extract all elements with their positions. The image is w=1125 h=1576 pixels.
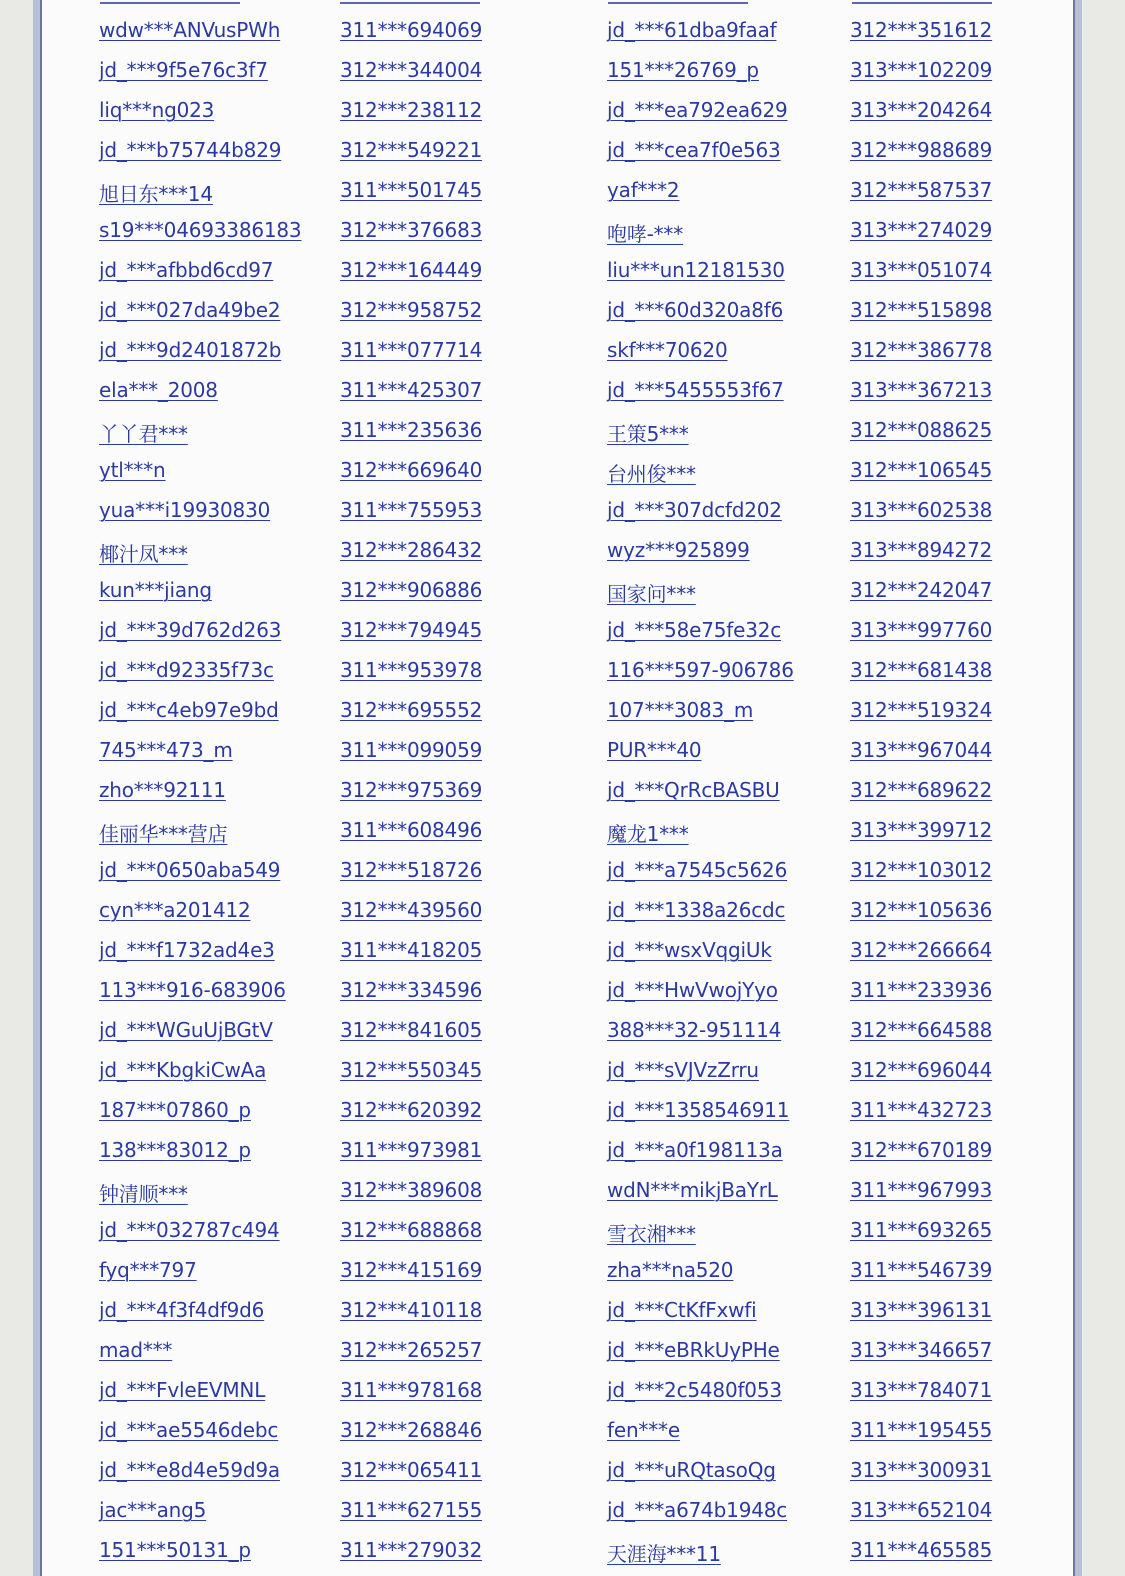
winner-id-link[interactable]: 312***242047 bbox=[850, 578, 993, 602]
winner-name-link[interactable]: jd_***a674b1948c bbox=[607, 1498, 788, 1522]
winner-name-link[interactable]: 138***83012_p bbox=[99, 1138, 251, 1162]
winner-id-link[interactable]: 312***265257 bbox=[340, 1338, 483, 1362]
list-row bbox=[0, 1492, 1125, 1532]
winner-list bbox=[0, 12, 1125, 1572]
winner-name-link[interactable]: yua***i19930830 bbox=[99, 498, 271, 522]
winner-name-link[interactable]: jd_***c4eb97e9bd bbox=[99, 698, 279, 722]
winner-name-link[interactable]: PUR***40 bbox=[607, 738, 702, 762]
winner-name-link[interactable]: fen***e bbox=[607, 1418, 680, 1442]
list-row bbox=[0, 132, 1125, 172]
winner-id-link[interactable]: 312***268846 bbox=[340, 1418, 483, 1442]
list-row bbox=[0, 692, 1125, 732]
winner-name-link[interactable]: jd_***d92335f73c bbox=[99, 658, 274, 682]
winner-id-link[interactable]: 312***386778 bbox=[850, 338, 993, 362]
winner-name-link[interactable]: jd_***eBRkUyPHe bbox=[607, 1338, 780, 1362]
winner-id-link[interactable]: 312***518726 bbox=[340, 858, 483, 882]
list-row bbox=[0, 212, 1125, 252]
winner-id-link[interactable]: 312***958752 bbox=[340, 298, 483, 322]
winner-name-link[interactable]: 雪衣湘*** bbox=[607, 1222, 696, 1246]
winner-id-link[interactable]: 312***266664 bbox=[850, 938, 993, 962]
winner-name-link[interactable]: 国家问*** bbox=[607, 582, 696, 606]
winner-name-link[interactable]: jd_***f1732ad4e3 bbox=[99, 938, 275, 962]
list-row bbox=[0, 92, 1125, 132]
winner-id-link[interactable]: 313***784071 bbox=[850, 1378, 993, 1402]
winner-name-link[interactable]: kun***jiang bbox=[99, 578, 212, 602]
winner-id-link[interactable]: 312***376683 bbox=[340, 218, 483, 242]
winner-id-link[interactable]: 311***235636 bbox=[340, 418, 483, 442]
winner-id-link[interactable]: 312***688868 bbox=[340, 1218, 483, 1242]
winner-name-link[interactable]: cyn***a201412 bbox=[99, 898, 251, 922]
winner-name-link[interactable]: 113***916-683906 bbox=[99, 978, 286, 1002]
winner-id-link[interactable]: 313***274029 bbox=[850, 218, 993, 242]
winner-id-link[interactable]: 312***415169 bbox=[340, 1258, 483, 1282]
winner-name-link[interactable]: jd_***WGuUjBGtV bbox=[99, 1018, 273, 1042]
winner-name-link[interactable]: liq***ng023 bbox=[99, 98, 215, 122]
winner-id-link[interactable]: 313***997760 bbox=[850, 618, 993, 642]
winner-id-link[interactable]: 312***088625 bbox=[850, 418, 993, 442]
winner-name-link[interactable]: jd_***ea792ea629 bbox=[607, 98, 788, 122]
winner-id-link[interactable]: 313***051074 bbox=[850, 258, 993, 282]
list-row bbox=[0, 732, 1125, 772]
list-row bbox=[0, 1172, 1125, 1212]
winner-id-link[interactable]: 313***652104 bbox=[850, 1498, 993, 1522]
list-row bbox=[0, 292, 1125, 332]
winner-id-link[interactable]: 312***669640 bbox=[340, 458, 483, 482]
winner-name-link[interactable]: ela***_2008 bbox=[99, 378, 218, 402]
winner-id-link[interactable]: 312***988689 bbox=[850, 138, 993, 162]
list-row bbox=[0, 252, 1125, 292]
winner-id-link[interactable]: 312***841605 bbox=[340, 1018, 483, 1042]
winner-name-link[interactable]: wyz***925899 bbox=[607, 538, 750, 562]
winner-id-link[interactable]: 311***432723 bbox=[850, 1098, 993, 1122]
winner-id-link[interactable]: 312***664588 bbox=[850, 1018, 993, 1042]
winner-name-link[interactable]: jd_***a7545c5626 bbox=[607, 858, 788, 882]
winner-name-link[interactable]: jd_***1358546911 bbox=[607, 1098, 790, 1122]
winner-name-link[interactable]: zho***92111 bbox=[99, 778, 226, 802]
winner-id-link[interactable]: 313***102209 bbox=[850, 58, 993, 82]
winner-name-link[interactable]: 745***473_m bbox=[99, 738, 233, 762]
winner-name-link[interactable]: 388***32-951114 bbox=[607, 1018, 782, 1042]
list-row bbox=[0, 972, 1125, 1012]
list-row bbox=[0, 852, 1125, 892]
winner-name-link[interactable]: jd_***e8d4e59d9a bbox=[99, 1458, 280, 1482]
cropped-row-underline bbox=[100, 0, 240, 4]
list-row bbox=[0, 12, 1125, 52]
list-row bbox=[0, 772, 1125, 812]
winner-id-link[interactable]: 311***973981 bbox=[340, 1138, 483, 1162]
winner-id-link[interactable]: 312***065411 bbox=[340, 1458, 483, 1482]
winner-id-link[interactable]: 311***077714 bbox=[340, 338, 483, 362]
winner-id-link[interactable]: 312***106545 bbox=[850, 458, 993, 482]
winner-name-link[interactable]: 佳丽华***营店 bbox=[99, 822, 228, 846]
winner-id-link[interactable]: 312***164449 bbox=[340, 258, 483, 282]
winner-id-link[interactable]: 311***099059 bbox=[340, 738, 483, 762]
list-row bbox=[0, 1532, 1125, 1572]
winner-id-link[interactable]: 312***620392 bbox=[340, 1098, 483, 1122]
winner-id-link[interactable]: 313***396131 bbox=[850, 1298, 993, 1322]
winner-name-link[interactable]: jd_***KbgkiCwAa bbox=[99, 1058, 267, 1082]
winner-name-link[interactable]: jd_***uRQtasoQg bbox=[607, 1458, 776, 1482]
winner-id-link[interactable]: 312***550345 bbox=[340, 1058, 483, 1082]
list-row bbox=[0, 1012, 1125, 1052]
list-row bbox=[0, 1372, 1125, 1412]
winner-name-link[interactable]: jd_***307dcfd202 bbox=[607, 498, 782, 522]
list-row bbox=[0, 1092, 1125, 1132]
winner-name-link[interactable]: jd_***wsxVqgiUk bbox=[607, 938, 772, 962]
winner-id-link[interactable]: 312***519324 bbox=[850, 698, 993, 722]
winner-id-link[interactable]: 311***608496 bbox=[340, 818, 483, 842]
winner-id-link[interactable]: 312***975369 bbox=[340, 778, 483, 802]
winner-name-link[interactable]: 天涯海***11 bbox=[607, 1542, 721, 1566]
winner-name-link[interactable]: jd_***2c5480f053 bbox=[607, 1378, 782, 1402]
winner-name-link[interactable]: jd_***032787c494 bbox=[99, 1218, 280, 1242]
winner-id-link[interactable]: 311***279032 bbox=[340, 1538, 483, 1562]
winner-id-link[interactable]: 311***978168 bbox=[340, 1378, 483, 1402]
winner-name-link[interactable]: jd_***9d2401872b bbox=[99, 338, 282, 362]
winner-name-link[interactable]: skf***70620 bbox=[607, 338, 728, 362]
winner-name-link[interactable]: jd_***QrRcBASBU bbox=[607, 778, 780, 802]
winner-id-link[interactable]: 311***967993 bbox=[850, 1178, 993, 1202]
winner-name-link[interactable]: jd_***ae5546debc bbox=[99, 1418, 279, 1442]
winner-id-link[interactable]: 311***195455 bbox=[850, 1418, 993, 1442]
winner-id-link[interactable]: 311***233936 bbox=[850, 978, 993, 1002]
winner-id-link[interactable]: 313***367213 bbox=[850, 378, 993, 402]
cropped-row-underline bbox=[608, 0, 748, 4]
list-row bbox=[0, 172, 1125, 212]
winner-id-link[interactable]: 311***693265 bbox=[850, 1218, 993, 1242]
winner-id-link[interactable]: 313***300931 bbox=[850, 1458, 993, 1482]
winner-id-link[interactable]: 312***906886 bbox=[340, 578, 483, 602]
winner-id-link[interactable]: 312***515898 bbox=[850, 298, 993, 322]
winner-name-link[interactable]: 151***26769_p bbox=[607, 58, 759, 82]
winner-name-link[interactable]: jd_***58e75fe32c bbox=[607, 618, 782, 642]
list-row bbox=[0, 452, 1125, 492]
winner-id-link[interactable]: 311***501745 bbox=[340, 178, 483, 202]
cropped-row-underline bbox=[340, 0, 480, 4]
winner-name-link[interactable]: wdN***mikjBaYrL bbox=[607, 1178, 778, 1202]
winner-id-link[interactable]: 311***694069 bbox=[340, 18, 483, 42]
winner-name-link[interactable]: jd_***cea7f0e563 bbox=[607, 138, 781, 162]
winner-name-link[interactable]: jd_***a0f198113a bbox=[607, 1138, 783, 1162]
winner-name-link[interactable]: jd_***4f3f4df9d6 bbox=[99, 1298, 265, 1322]
winner-id-link[interactable]: 312***351612 bbox=[850, 18, 993, 42]
winner-name-link[interactable]: ytl***n bbox=[99, 458, 166, 482]
list-row bbox=[0, 372, 1125, 412]
winner-name-link[interactable]: 151***50131_p bbox=[99, 1538, 251, 1562]
winner-id-link[interactable]: 312***439560 bbox=[340, 898, 483, 922]
list-row bbox=[0, 1212, 1125, 1252]
winner-name-link[interactable]: jd_***FvleEVMNL bbox=[99, 1378, 266, 1402]
winner-id-link[interactable]: 312***681438 bbox=[850, 658, 993, 682]
winner-id-link[interactable]: 312***689622 bbox=[850, 778, 993, 802]
winner-name-link[interactable]: fyq***797 bbox=[99, 1258, 197, 1282]
winner-id-link[interactable]: 311***953978 bbox=[340, 658, 483, 682]
winner-id-link[interactable]: 313***602538 bbox=[850, 498, 993, 522]
list-row bbox=[0, 332, 1125, 372]
winner-name-link[interactable]: jd_***61dba9faaf bbox=[607, 18, 777, 42]
winner-name-link[interactable]: yaf***2 bbox=[607, 178, 680, 202]
winner-id-link[interactable]: 311***425307 bbox=[340, 378, 483, 402]
winner-id-link[interactable]: 312***389608 bbox=[340, 1178, 483, 1202]
winner-name-link[interactable]: 王策5*** bbox=[607, 422, 689, 446]
winner-name-link[interactable]: jd_***0650aba549 bbox=[99, 858, 281, 882]
winner-id-link[interactable]: 311***546739 bbox=[850, 1258, 993, 1282]
list-row bbox=[0, 1452, 1125, 1492]
winner-id-link[interactable]: 311***627155 bbox=[340, 1498, 483, 1522]
winner-name-link[interactable]: jd_***b75744b829 bbox=[99, 138, 282, 162]
winner-name-link[interactable]: 魔龙1*** bbox=[607, 822, 689, 846]
winner-id-link[interactable]: 312***105636 bbox=[850, 898, 993, 922]
winner-name-link[interactable]: jd_***60d320a8f6 bbox=[607, 298, 784, 322]
winner-id-link[interactable]: 312***587537 bbox=[850, 178, 993, 202]
winner-id-link[interactable]: 312***695552 bbox=[340, 698, 483, 722]
winner-id-link[interactable]: 313***967044 bbox=[850, 738, 993, 762]
winner-name-link[interactable]: mad*** bbox=[99, 1338, 173, 1362]
list-row bbox=[0, 1252, 1125, 1292]
winner-id-link[interactable]: 312***334596 bbox=[340, 978, 483, 1002]
cropped-row-underline bbox=[852, 0, 992, 4]
winner-id-link[interactable]: 313***346657 bbox=[850, 1338, 993, 1362]
winner-name-link[interactable]: wdw***ANVusPWh bbox=[99, 18, 281, 42]
winner-id-link[interactable]: 312***549221 bbox=[340, 138, 483, 162]
winner-name-link[interactable]: 116***597-906786 bbox=[607, 658, 794, 682]
winner-name-link[interactable]: 咆哮-*** bbox=[607, 222, 684, 246]
winner-name-link[interactable]: jd_***CtKfFxwfi bbox=[607, 1298, 757, 1322]
winner-name-link[interactable]: 旭日东***14 bbox=[99, 182, 213, 206]
winner-name-link[interactable]: 台州俊*** bbox=[607, 462, 696, 486]
winner-name-link[interactable]: jd_***HwVwojYyo bbox=[607, 978, 778, 1002]
list-row bbox=[0, 52, 1125, 92]
winner-id-link[interactable]: 313***894272 bbox=[850, 538, 993, 562]
winner-name-link[interactable]: zha***na520 bbox=[607, 1258, 734, 1282]
winner-name-link[interactable]: jd_***afbbd6cd97 bbox=[99, 258, 274, 282]
winner-name-link[interactable]: 椰汁凤*** bbox=[99, 542, 188, 566]
winner-name-link[interactable]: jd_***39d762d263 bbox=[99, 618, 282, 642]
list-row bbox=[0, 1052, 1125, 1092]
list-row bbox=[0, 1132, 1125, 1172]
winner-id-link[interactable]: 312***670189 bbox=[850, 1138, 993, 1162]
list-row bbox=[0, 612, 1125, 652]
winner-id-link[interactable]: 312***410118 bbox=[340, 1298, 483, 1322]
winner-name-link[interactable]: 钟清顺*** bbox=[99, 1182, 188, 1206]
list-row bbox=[0, 1332, 1125, 1372]
winner-id-link[interactable]: 311***755953 bbox=[340, 498, 483, 522]
winner-name-link[interactable]: jd_***1338a26cdc bbox=[607, 898, 786, 922]
winner-id-link[interactable]: 312***794945 bbox=[340, 618, 483, 642]
list-row bbox=[0, 492, 1125, 532]
winner-name-link[interactable]: jac***ang5 bbox=[99, 1498, 207, 1522]
winner-name-link[interactable]: s19***04693386183 bbox=[99, 218, 302, 242]
winner-id-link[interactable]: 313***399712 bbox=[850, 818, 993, 842]
list-row bbox=[0, 412, 1125, 452]
list-row bbox=[0, 532, 1125, 572]
list-row bbox=[0, 1292, 1125, 1332]
list-row bbox=[0, 892, 1125, 932]
winner-id-link[interactable]: 311***418205 bbox=[340, 938, 483, 962]
winner-name-link[interactable]: jd_***9f5e76c3f7 bbox=[99, 58, 268, 82]
winner-id-link[interactable]: 312***286432 bbox=[340, 538, 483, 562]
winner-id-link[interactable]: 312***696044 bbox=[850, 1058, 993, 1082]
winner-name-link[interactable]: jd_***5455553f67 bbox=[607, 378, 784, 402]
list-row bbox=[0, 572, 1125, 612]
list-row bbox=[0, 652, 1125, 692]
winner-name-link[interactable]: 丫丫君*** bbox=[99, 422, 188, 446]
winner-id-link[interactable]: 312***238112 bbox=[340, 98, 483, 122]
winner-name-link[interactable]: liu***un12181530 bbox=[607, 258, 785, 282]
winner-id-link[interactable]: 311***465585 bbox=[850, 1538, 993, 1562]
winner-name-link[interactable]: jd_***sVJVzZrru bbox=[607, 1058, 759, 1082]
winner-name-link[interactable]: jd_***027da49be2 bbox=[99, 298, 281, 322]
winner-id-link[interactable]: 313***204264 bbox=[850, 98, 993, 122]
winner-id-link[interactable]: 312***103012 bbox=[850, 858, 993, 882]
list-row bbox=[0, 932, 1125, 972]
list-row bbox=[0, 812, 1125, 852]
winner-name-link[interactable]: 187***07860_p bbox=[99, 1098, 251, 1122]
list-row bbox=[0, 1412, 1125, 1452]
winner-name-link[interactable]: 107***3083_m bbox=[607, 698, 754, 722]
winner-id-link[interactable]: 312***344004 bbox=[340, 58, 483, 82]
